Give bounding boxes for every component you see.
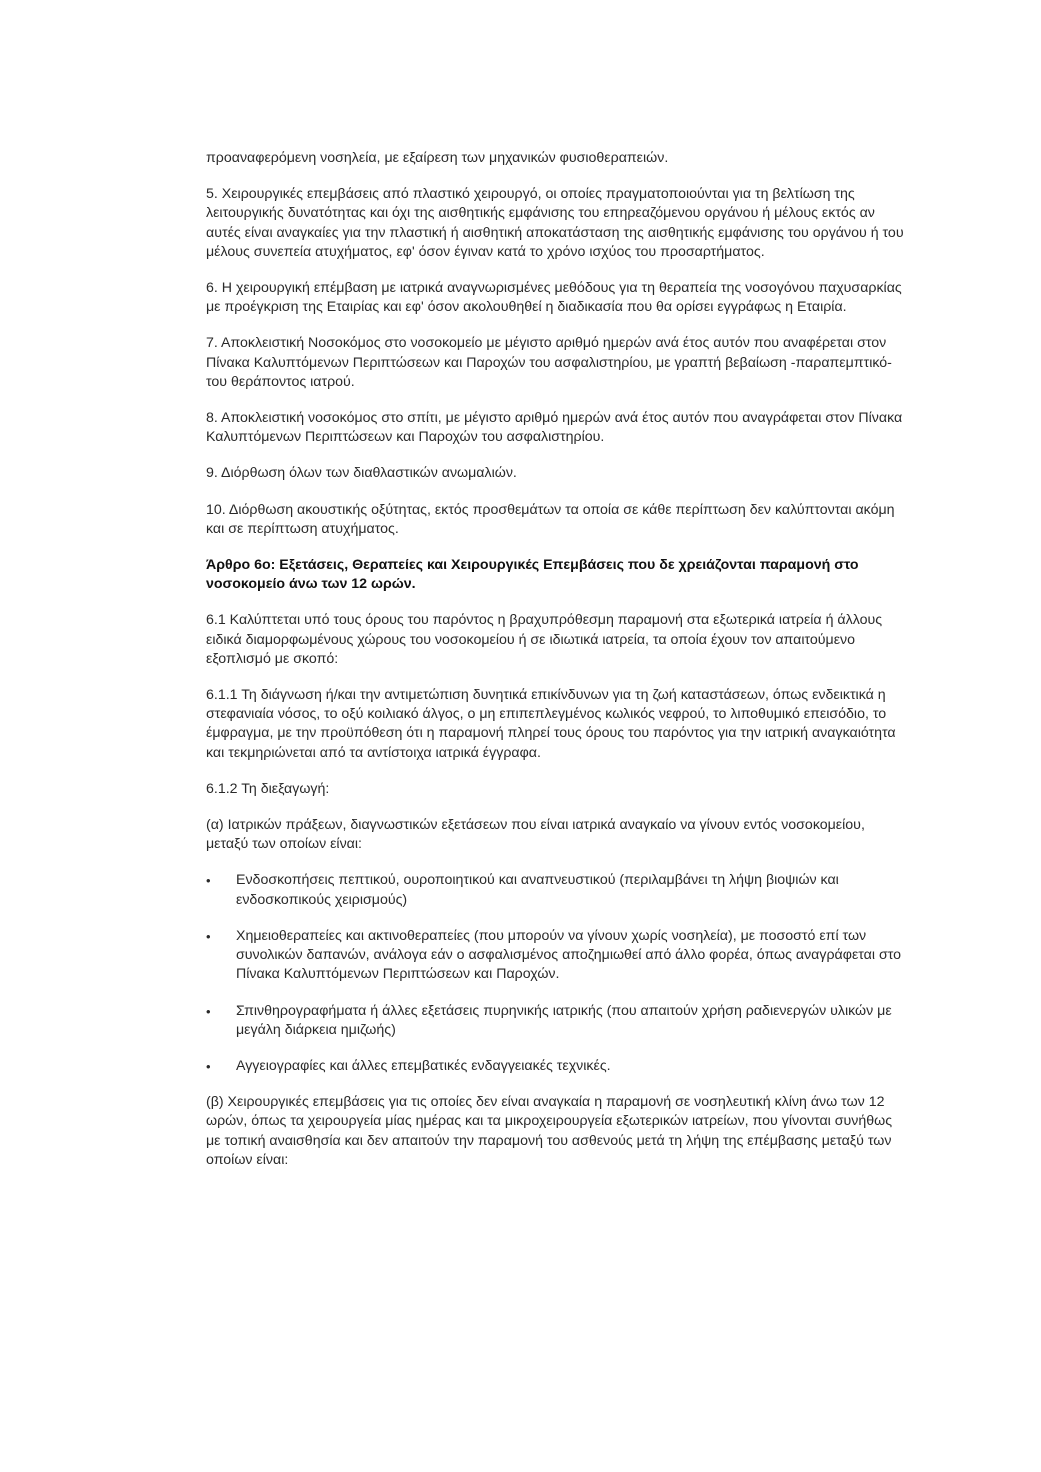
- paragraph-6-1-2-b: (β) Χειρουργικές επεμβάσεις για τις οποίες δεν είναι αναγκαία η παραμονή σε νοσηλευτική κλίνη άνω των 12 ωρών, όπως τα χειρουργεία μίας ημέρας και τα μικροχειρουργεία εξωτερικών ιατρείων, που γίνονται συνήθως με τοπική αναισθησία και δεν απαιτούν την παραμονή του ασθενούς μετά τη λήψη της επέμβασης μεταξύ των οποίων είναι:: [206, 1094, 893, 1168]
- article-6-heading: Άρθρο 6ο: Εξετάσεις, Θεραπείες και Χειρουργικές Επεμβάσεις που δε χρειάζονται παραμονή στο νοσοκομείο άνω των 12 ωρών.: [206, 557, 859, 593]
- paragraph-item-6: 6. Η χειρουργική επέμβαση με ιατρικά αναγνωρισμένες μεθόδους για τη θεραπεία της νοσογόνου παχυσαρκίας με προέγκριση της Εταιρίας και εφ' όσον ακολουθηθεί η διαδικασία που θα ορίσει εγγράφως η Εταιρία.: [206, 280, 902, 316]
- bullet-icon: •: [206, 873, 211, 889]
- paragraph-6-1-2-a: (α) Ιατρικών πράξεων, διαγνωστικών εξετάσεων που είναι ιατρικά αναγκαίο να γίνουν εντός νοσοκομείου, μεταξύ των οποίων είναι:: [206, 817, 865, 853]
- paragraph-continuation: προαναφερόμενη νοσηλεία, με εξαίρεση των μηχανικών φυσιοθεραπειών.: [206, 150, 669, 166]
- bullet-icon: •: [206, 1058, 211, 1074]
- bullet-item-chemotherapy: [206, 927, 906, 985]
- paragraph-item-9: 9. Διόρθωση όλων των διαθλαστικών ανωμαλιών.: [206, 465, 517, 482]
- bullet-icon: •: [206, 928, 211, 944]
- paragraph-6-1-1: 6.1.1 Τη διάγνωση ή/και την αντιμετώπιση δυνητικά επικίνδυνων για τη ζωή καταστάσεων, όπως ενδεικτικά η στεφανιαία νόσος, το οξύ κοιλιακό άλγος, ο μη επιπεπλεγμένος κωλικός νεφρού, το λιποθυμικό επεισόδιο, το έμφραγμα, με την προϋπόθεση ότι η παραμονή πληρεί τους όρους του παρόντος για την ιατρική αναγκαιότητα και τεκμηριώνεται από τα αντίστοιχα ιατρικά έγγραφα.: [206, 687, 896, 761]
- paragraph-item-5: 5. Χειρουργικές επεμβάσεις από πλαστικό χειρουργό, οι οποίες πραγματοποιούνται για τη βελτίωση της λειτουργικής δυνατότητας και όχι της αισθητικής εμφάνισης του επηρεαζόμενου οργάνου ή μέλους εκτός αν αυτές είναι αναγκαίες για την πλαστική ή αισθητική αποκατάσταση της αισθητικής εμφάνισης του οργάνου ή του μέλους συνεπεία ατυχήματος, εφ' όσον έγιναν κατά το χρόνο ισχύος του προσαρτήματος.: [206, 186, 904, 260]
- bullet-text: Σπινθηρογραφήματα ή άλλες εξετάσεις πυρηνικής ιατρικής (που απαιτούν χρήση ραδιενεργών υλικών με μεγάλη διάρκεια ημιζωής): [236, 1002, 892, 1038]
- bullet-item-scintigraphy: [206, 1002, 906, 1040]
- bullet-item-endoscopy: [206, 871, 906, 909]
- bullet-text: Αγγειογραφίες και άλλες επεμβατικές ενδαγγειακές τεχνικές.: [236, 1057, 611, 1074]
- paragraph-6-1-2: 6.1.2 Τη διεξαγωγή:: [206, 780, 330, 797]
- document-page: [206, 149, 906, 1187]
- bullet-text: Χημειοθεραπείες και ακτινοθεραπείες (που μπορούν να γίνουν χωρίς νοσηλεία), με ποσοστό επί των συνολικών δαπανών, ανάλογα εάν ο ασφαλισμένος αποζημιωθεί από άλλο φορέα, όπως αναγράφεται στο Πίνακα Καλυπτόμενων Περιπτώσεων και Παροχών.: [236, 927, 902, 983]
- paragraph-item-8: 8. Αποκλειστική νοσοκόμος στο σπίτι, με μέγιστο αριθμό ημερών ανά έτος αυτόν που αναγράφεται στον Πίνακα Καλυπτόμενων Περιπτώσεων και Παροχών του ασφαλιστηρίου.: [206, 410, 903, 446]
- paragraph-item-10: 10. Διόρθωση ακουστικής οξύτητας, εκτός προσθεμάτων τα οποία σε κάθε περίπτωση δεν καλύπτονται ακόμη και σε περίπτωση ατυχήματος.: [206, 501, 895, 537]
- paragraph-item-7: 7. Αποκλειστική Νοσοκόμος στο νοσοκομείο με μέγιστο αριθμό ημερών ανά έτος αυτόν που αναφέρεται στον Πίνακα Καλυπτόμενων Περιπτώσεων και Παροχών του ασφαλιστηρίου, με γραπτή βεβαίωση -παραπεμπτικό- του θεράποντος ιατρού.: [206, 335, 892, 390]
- paragraph-6-1: 6.1 Καλύπτεται υπό τους όρους του παρόντος η βραχυπρόθεσμη παραμονή στα εξωτερικά ιατρεία ή άλλους ειδικά διαμορφωμένους χώρους του νοσοκομείου ή σε ιδιωτικά ιατρεία, τα οποία έχουν τον απαιτούμενο εξοπλισμό με σκοπό:: [206, 612, 883, 667]
- bullet-item-angiography: [206, 1057, 906, 1076]
- bullet-text: Ενδοσκοπήσεις πεπτικού, ουροποιητικού και αναπνευστικού (περιλαμβάνει τη λήψη βιοψιών και ενδοσκοπικούς χειρισμούς): [236, 872, 839, 908]
- bullet-icon: •: [206, 1003, 211, 1019]
